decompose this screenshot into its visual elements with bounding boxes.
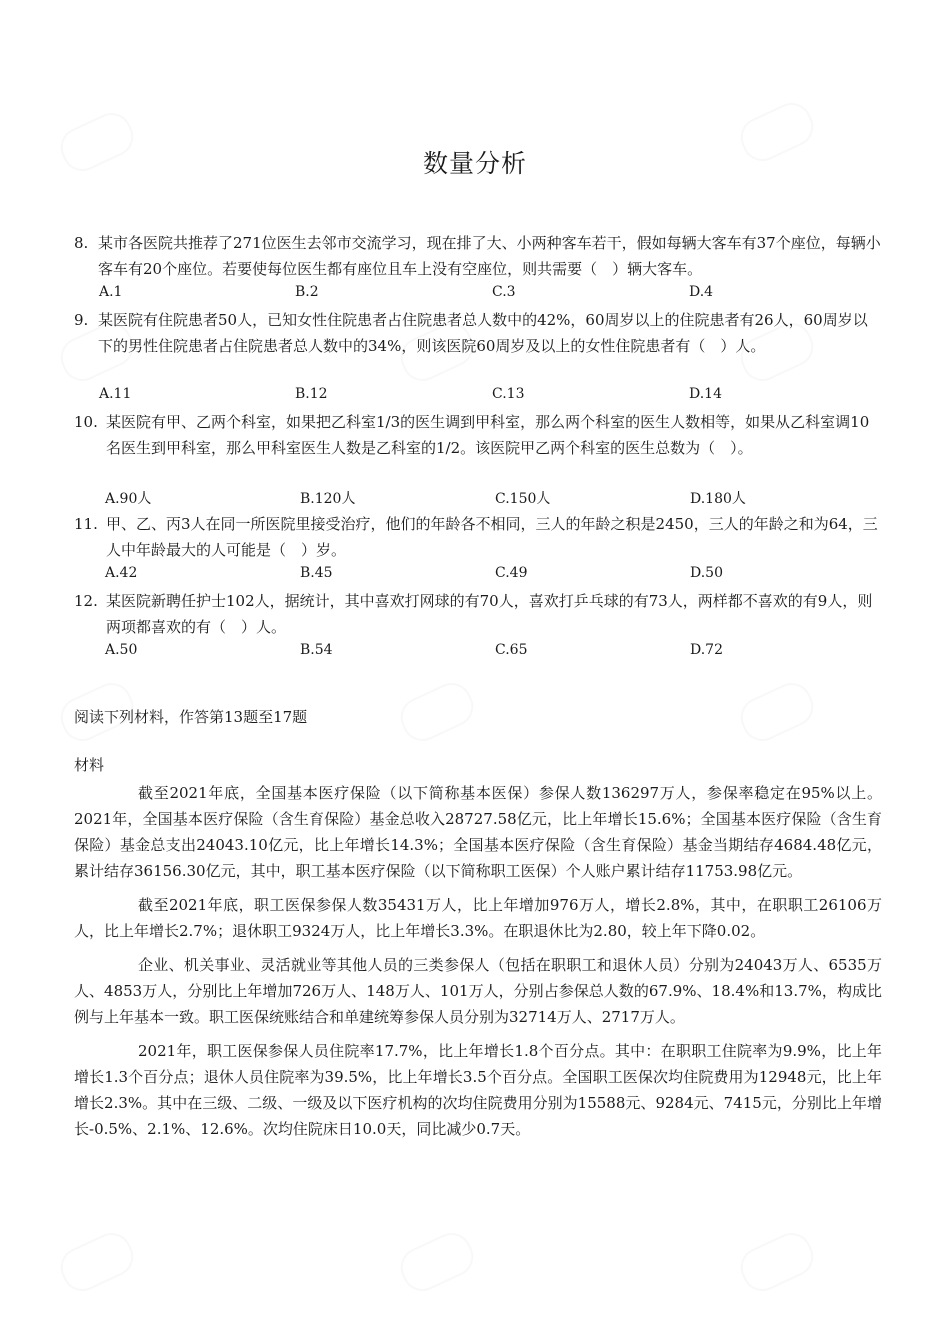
material-body xyxy=(74,780,882,1150)
watermark xyxy=(394,1226,480,1297)
watermark xyxy=(54,1226,140,1297)
watermark xyxy=(734,676,820,747)
question-10-options xyxy=(105,488,882,508)
option-b: B.54 xyxy=(300,642,333,658)
watermark xyxy=(734,1226,820,1297)
question-8-options xyxy=(99,284,882,304)
material-paragraph: 企业、机关事业、灵活就业等其他人员的三类参保人（包括在职职工和退休人员）分别为24043万人、6535万人、4853万人，分别比上年增加726万人、148万人、101万人，分别占参保总人数的67.9%、18.4%和13.7%，构成比例与上年基本一致。职工医保统账结合和单建统筹参保人员分别为32714万人、2717万人。 xyxy=(74,956,882,1026)
question-12-options xyxy=(105,642,882,662)
question-text: 甲、乙、丙3人在同一所医院里接受治疗，他们的年龄各不相同，三人的年龄之积是2450，三人的年龄之和为64，三人中年龄最大的人可能是（ ）岁。 xyxy=(106,515,878,559)
option-b: B.12 xyxy=(295,386,328,402)
question-12 xyxy=(74,588,882,640)
question-8 xyxy=(74,230,882,282)
question-text: 某医院有甲、乙两个科室，如果把乙科室1/3的医生调到甲科室，那么两个科室的医生人数相等，如果从乙科室调10名医生到甲科室，那么甲科室医生人数是乙科室的1/2。该医院甲乙两个科室的医生总数为（ ）。 xyxy=(106,413,870,457)
option-d: D.4 xyxy=(689,284,714,300)
question-number: 12. xyxy=(74,592,98,610)
option-b: B.120人 xyxy=(300,491,356,507)
option-d: D.72 xyxy=(690,642,723,658)
page-title: 数量分析 xyxy=(422,149,527,178)
option-c: C.13 xyxy=(492,386,525,402)
option-a: A.90人 xyxy=(105,491,152,507)
question-number: 9. xyxy=(74,311,89,329)
question-text: 某医院新聘任护士102人，据统计，其中喜欢打网球的有70人，喜欢打乒乓球的有73人，两样都不喜欢的有9人，则两项都喜欢的有（ ）人。 xyxy=(106,592,873,636)
option-c: C.3 xyxy=(492,284,516,300)
question-9 xyxy=(74,307,882,359)
watermark xyxy=(394,676,480,747)
option-a: A.11 xyxy=(99,386,132,402)
section-intro: 阅读下列材料，作答第13题至17题 xyxy=(74,708,308,726)
question-11 xyxy=(74,511,882,563)
question-9-options xyxy=(99,386,882,406)
question-10 xyxy=(74,409,882,461)
question-11-options xyxy=(105,565,882,585)
question-number: 11. xyxy=(74,515,98,533)
option-a: A.50 xyxy=(105,642,138,658)
material-label: 材料 xyxy=(74,756,105,774)
question-number: 8. xyxy=(74,234,89,252)
question-number: 10. xyxy=(74,413,98,431)
material-paragraph: 截至2021年底，职工医保参保人数35431万人，比上年增加976万人，增长2.8%，其中，在职职工26106万人，比上年增长2.7%；退休职工9324万人，比上年增长3.3%。在职退休比为2.80，较上年下降0.02。 xyxy=(74,896,882,940)
option-a: A.42 xyxy=(105,565,138,581)
option-c: C.65 xyxy=(495,642,528,658)
option-b: B.45 xyxy=(300,565,333,581)
option-a: A.1 xyxy=(99,284,123,300)
question-text: 某医院有住院患者50人，已知女性住院患者占住院患者总人数中的42%，60周岁以上的住院患者有26人，60周岁以下的男性住院患者占住院患者总人数中的34%，则该医院60周岁及以上的女性住院患者有（ ）人。 xyxy=(98,311,868,355)
material-paragraph: 截至2021年底，全国基本医疗保险（以下简称基本医保）参保人数136297万人，参保率稳定在95%以上。2021年，全国基本医疗保险（含生育保险）基金总收入28727.58亿元，比上年增长15.6%；全国基本医疗保险（含生育保险）基金总支出24043.10亿元，比上年增长14.3%；全国基本医疗保险（含生育保险）基金当期结存4684.48亿元，累计结存36156.30亿元，其中，职工基本医疗保险（以下简称职工医保）个人账户累计结存11753.98亿元。 xyxy=(74,784,882,880)
option-b: B.2 xyxy=(295,284,319,300)
material-paragraph: 2021年，职工医保参保人员住院率17.7%，比上年增长1.8个百分点。其中：在职职工住院率为9.9%，比上年增长1.3个百分点；退休人员住院率为39.5%，比上年增长3.5个百分点。全国职工医保次均住院费用为12948元，比上年增长2.3%。其中在三级、二级、一级及以下医疗机构的次均住院费用分别为15588元、9284元、7415元，分别比上年增长-0.5%、2.1%、12.6%。次均住院床日10.0天，同比减少0.7天。 xyxy=(74,1042,882,1138)
option-c: C.49 xyxy=(495,565,528,581)
option-c: C.150人 xyxy=(495,491,551,507)
question-text: 某市各医院共推荐了271位医生去邻市交流学习，现在排了大、小两种客车若干，假如每辆大客车有37个座位，每辆小客车有20个座位。若要使每位医生都有座位且车上没有空座位，则共需要（ ）辆大客车。 xyxy=(98,234,881,278)
option-d: D.50 xyxy=(690,565,723,581)
option-d: D.14 xyxy=(689,386,722,402)
option-d: D.180人 xyxy=(690,491,746,507)
